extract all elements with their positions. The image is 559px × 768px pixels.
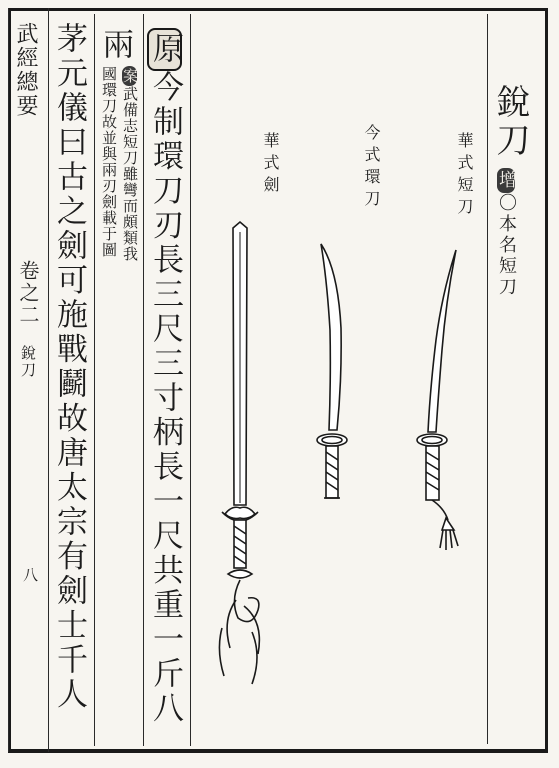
straight-sword-illustration	[219, 222, 259, 684]
text-column-2-note-right-body: 武備志短刀雖彎而頗類我	[121, 86, 139, 262]
page-number: 八	[21, 567, 39, 582]
text-column-3: 茅元儀曰古之劍可施戰鬬故唐太宗有劍士千人	[51, 22, 87, 712]
text-column-2-note-left: 國環刀故並與兩刃劍載于圖	[100, 66, 118, 258]
ring-sabre-illustration	[317, 244, 347, 498]
label-modern-ring-sabre: 今式環刀	[362, 124, 381, 212]
original-marker: 原	[147, 28, 182, 71]
plate-title-note-body: 〇本名短刀	[496, 193, 517, 298]
book-title: 武經總要	[13, 22, 38, 118]
section-label: 銳刀	[19, 345, 37, 379]
text-column-1-body: 今制環刀刃長三尺三寸柄長一尺共重一斤八	[147, 70, 183, 726]
label-hua-style-short-sabre: 華式短刀	[455, 132, 474, 220]
short-sabre-illustration	[417, 250, 458, 550]
label-hua-style-sword: 華式劍	[261, 132, 280, 198]
text-column-2-head: 兩	[97, 28, 133, 63]
added-marker: 增	[496, 170, 517, 191]
note-marker: 案	[121, 68, 139, 84]
volume-label: 卷之二	[16, 260, 40, 326]
plate-title: 銳刀	[490, 84, 530, 160]
